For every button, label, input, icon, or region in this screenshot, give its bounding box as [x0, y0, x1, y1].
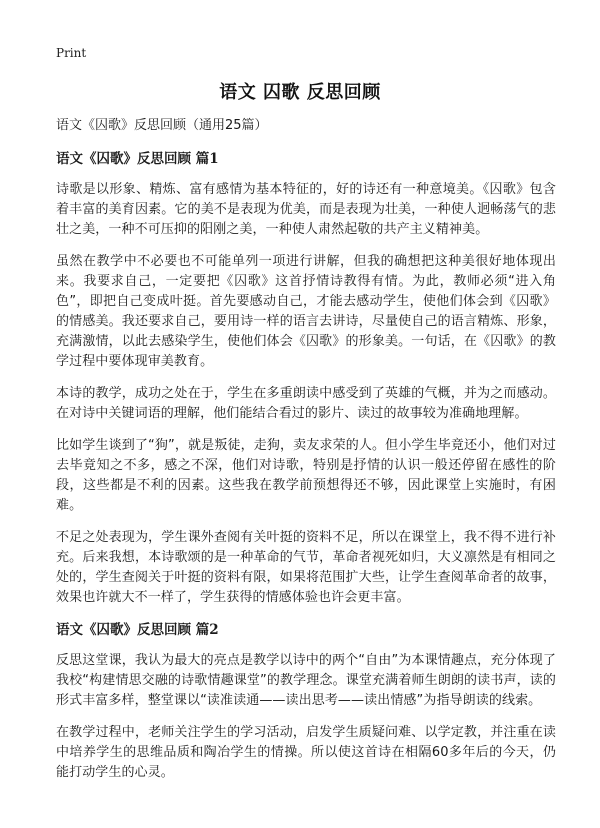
paragraph: 虽然在教学中不必要也不可能单列一项进行讲解，但我的确想把这种美很好地体现出来。我要求自己，一定要把《囚歌》这首抒情诗教得有情。为此，教师必须“进入角色”，即把自己变成叶挺。首先要感动自己，才能去感动学生，使他们体会到《囚歌》的情感美。我还要求自己，要用诗一样的语言去讲诗，尽量使自己的语言精炼、形象，充满激情，以此去感染学生，使他们体会《囚歌》的形象美。一句话，在《囚歌》的教学过程中要体现审美教育。 [56, 254, 556, 369]
print-link[interactable]: Print [56, 46, 87, 60]
paragraph: 诗歌是以形象、精炼、富有感情为基本特征的，好的诗还有一种意境美。《囚歌》包含着丰富的美育因素。它的美不是表现为优美，而是表现为壮美，一种使人迥畅荡气的悲壮之美，一种不可压抑的阳刚之美，一种使人肃然起敬的共产主义精神美。 [56, 182, 556, 237]
section-heading-1: 语文《囚歌》反思回顾 篇1 [56, 151, 219, 167]
section-heading-2: 语文《囚歌》反思回顾 篇2 [56, 622, 219, 638]
document-body [56, 116, 556, 795]
paragraph: 在教学过程中，老师关注学生的学习活动，启发学生质疑问难、以学定教，并注重在读中培养学生的思维品质和陶冶学生的情操。所以使这首诗在相隔60多年后的今天，仍能打动学生的心灵。 [56, 725, 556, 780]
paragraph: 反思这堂课，我认为最大的亮点是教学以诗中的两个“自由”为本课情趣点，充分体现了我校“构建情思交融的诗歌情趣课堂”的教学理念。课堂充满着师生朗朗的读书声，读的形式丰富多样，整堂课以“读准读通——读出思考——读出情感”为指导朗读的线索。 [56, 653, 556, 708]
document-subtitle: 语文《囚歌》反思回顾（通用25篇） [56, 118, 268, 133]
paragraph: 本诗的教学，成功之处在于，学生在多重朗读中感受到了英雄的气概，并为之而感动。在对诗中关键词语的理解，他们能结合看过的影片、读过的故事较为准确地理解。 [56, 386, 556, 421]
paragraph: 比如学生谈到了“狗”，就是叛徒，走狗，卖友求荣的人。但小学生毕竟还小，他们对过去毕竟知之不多，感之不深，他们对诗歌，特别是抒情的认识一般还停留在感性的阶段，这些都是不利的因素。这些我在教学前预想得还不够，因此课堂上实施时，有困难。 [56, 438, 556, 513]
paragraph: 不足之处表现为，学生课外查阅有关叶挺的资料不足，所以在课堂上，我不得不进行补充。后来我想，本诗歌颂的是一种革命的气节，革命者视死如归，大义凛然是有相同之处的，学生查阅关于叶挺的资料有限，如果将范围扩大些，让学生查阅革命者的故事，效果也许就大不一样了，学生获得的情感体验也许会更丰富。 [56, 530, 556, 605]
page-title: 语文 囚歌 反思回顾 [219, 82, 381, 103]
